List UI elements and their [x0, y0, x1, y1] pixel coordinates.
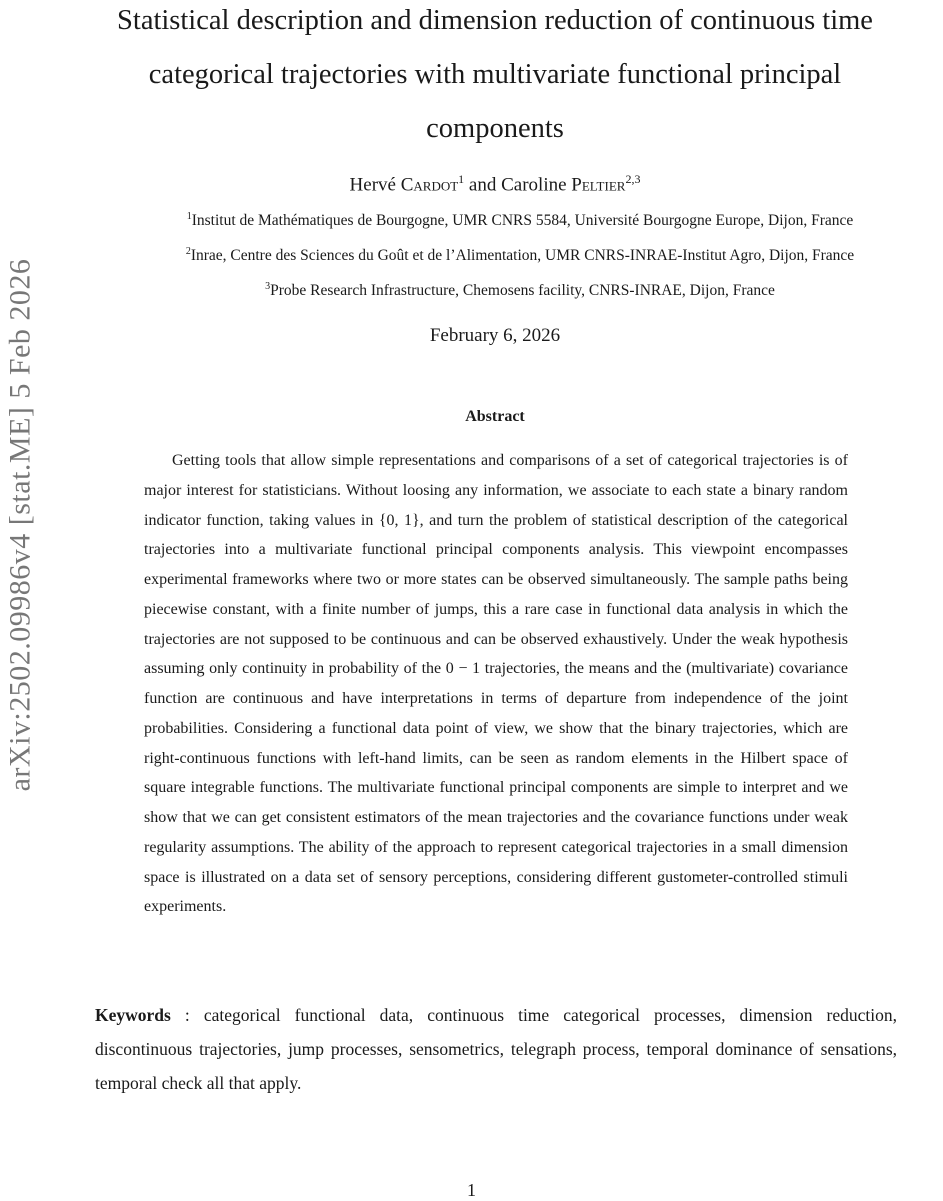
affiliation-1-mark: 1	[186, 211, 192, 222]
paper-title: Statistical description and dimension reduction of continuous time categorical trajectories with multivariate functional principal components	[117, 5, 873, 144]
keywords-label: Keywords	[95, 1005, 171, 1025]
author-2-affil-mark: 2,3	[625, 172, 641, 186]
author-1-last: Cardot	[400, 174, 459, 196]
keywords-separator: :	[170, 1005, 204, 1025]
author-2-first: Caroline	[501, 174, 572, 196]
affiliation-2-text: Inrae, Centre des Sciences du Goût et de l’Alimentation, UMR CNRS-INRAE-Institut Agro, Dijon, France	[190, 247, 855, 265]
publication-date: February 6, 2026	[429, 325, 561, 346]
author-separator: and	[464, 174, 502, 196]
keywords-text: categorical functional data, continuous time categorical processes, dimension reduction, discontinuous trajectories, jump processes, sensometrics, telegraph process, temporal dominance of sensations, temporal check all that apply.	[95, 1005, 897, 1093]
keywords-paragraph	[95, 998, 897, 1100]
affiliation-1	[95, 211, 943, 230]
abstract-body: Getting tools that allow simple representations and comparisons of a set of categorical trajectories is of major interest for statisticians. Without loosing any information, we associate to each state a binary random indicator function, taking values in {0, 1}, and turn the problem of statistical description of the categorical trajectories into a multivariate functional principal components analysis. This viewpoint encompasses experimental frameworks where two or more states can be observed simultaneously. The sample paths being piecewise constant, with a finite number of jumps, this a rare case in functional data analysis in which the trajectories are not supposed to be continuous and can be observed exhaustively. Under the weak hypothesis assuming only continuity in probability of the 0 − 1 trajectories, the means and the (multivariate) covariance function are continuous and have interpretations in terms of departure from independence of the joint probabilities. Considering a functional data point of view, we show that the binary trajectories, which are right-continuous functions with left-hand limits, can be seen as random elements in the Hilbert space of square integrable functions. The multivariate functional principal components are simple to interpret and we show that we can get consistent estimators of the mean trajectories and the covariance functions under weak regularity assumptions. The ability of the approach to represent categorical trajectories in a small dimension space is illustrated on a data set of sensory perceptions, considering different gustometer-controlled stimuli experiments.	[144, 452, 848, 916]
affiliation-3-mark: 3	[265, 281, 271, 292]
author-1-first: Hervé	[349, 174, 401, 196]
author-line	[100, 172, 890, 196]
affiliation-3-text: Probe Research Infrastructure, Chemosens facility, CNRS-INRAE, Dijon, France	[270, 282, 775, 300]
affiliation-1-text: Institut de Mathématiques de Bourgogne, UMR CNRS 5584, Université Bourgogne Europe, Dijon, France	[191, 212, 854, 230]
abstract-heading: Abstract	[465, 408, 525, 425]
page-number: 1	[467, 1180, 476, 1200]
author-1-affil-mark: 1	[458, 172, 465, 186]
arxiv-identifier-text: arXiv:2502.09986v4 [stat.ME] 5 Feb 2026	[3, 258, 36, 792]
affiliation-3	[95, 281, 943, 300]
author-2-last: Peltier	[571, 174, 626, 196]
arxiv-identifier-stamp	[0, 200, 40, 850]
affiliation-2	[95, 246, 943, 265]
affiliation-2-mark: 2	[185, 246, 191, 257]
